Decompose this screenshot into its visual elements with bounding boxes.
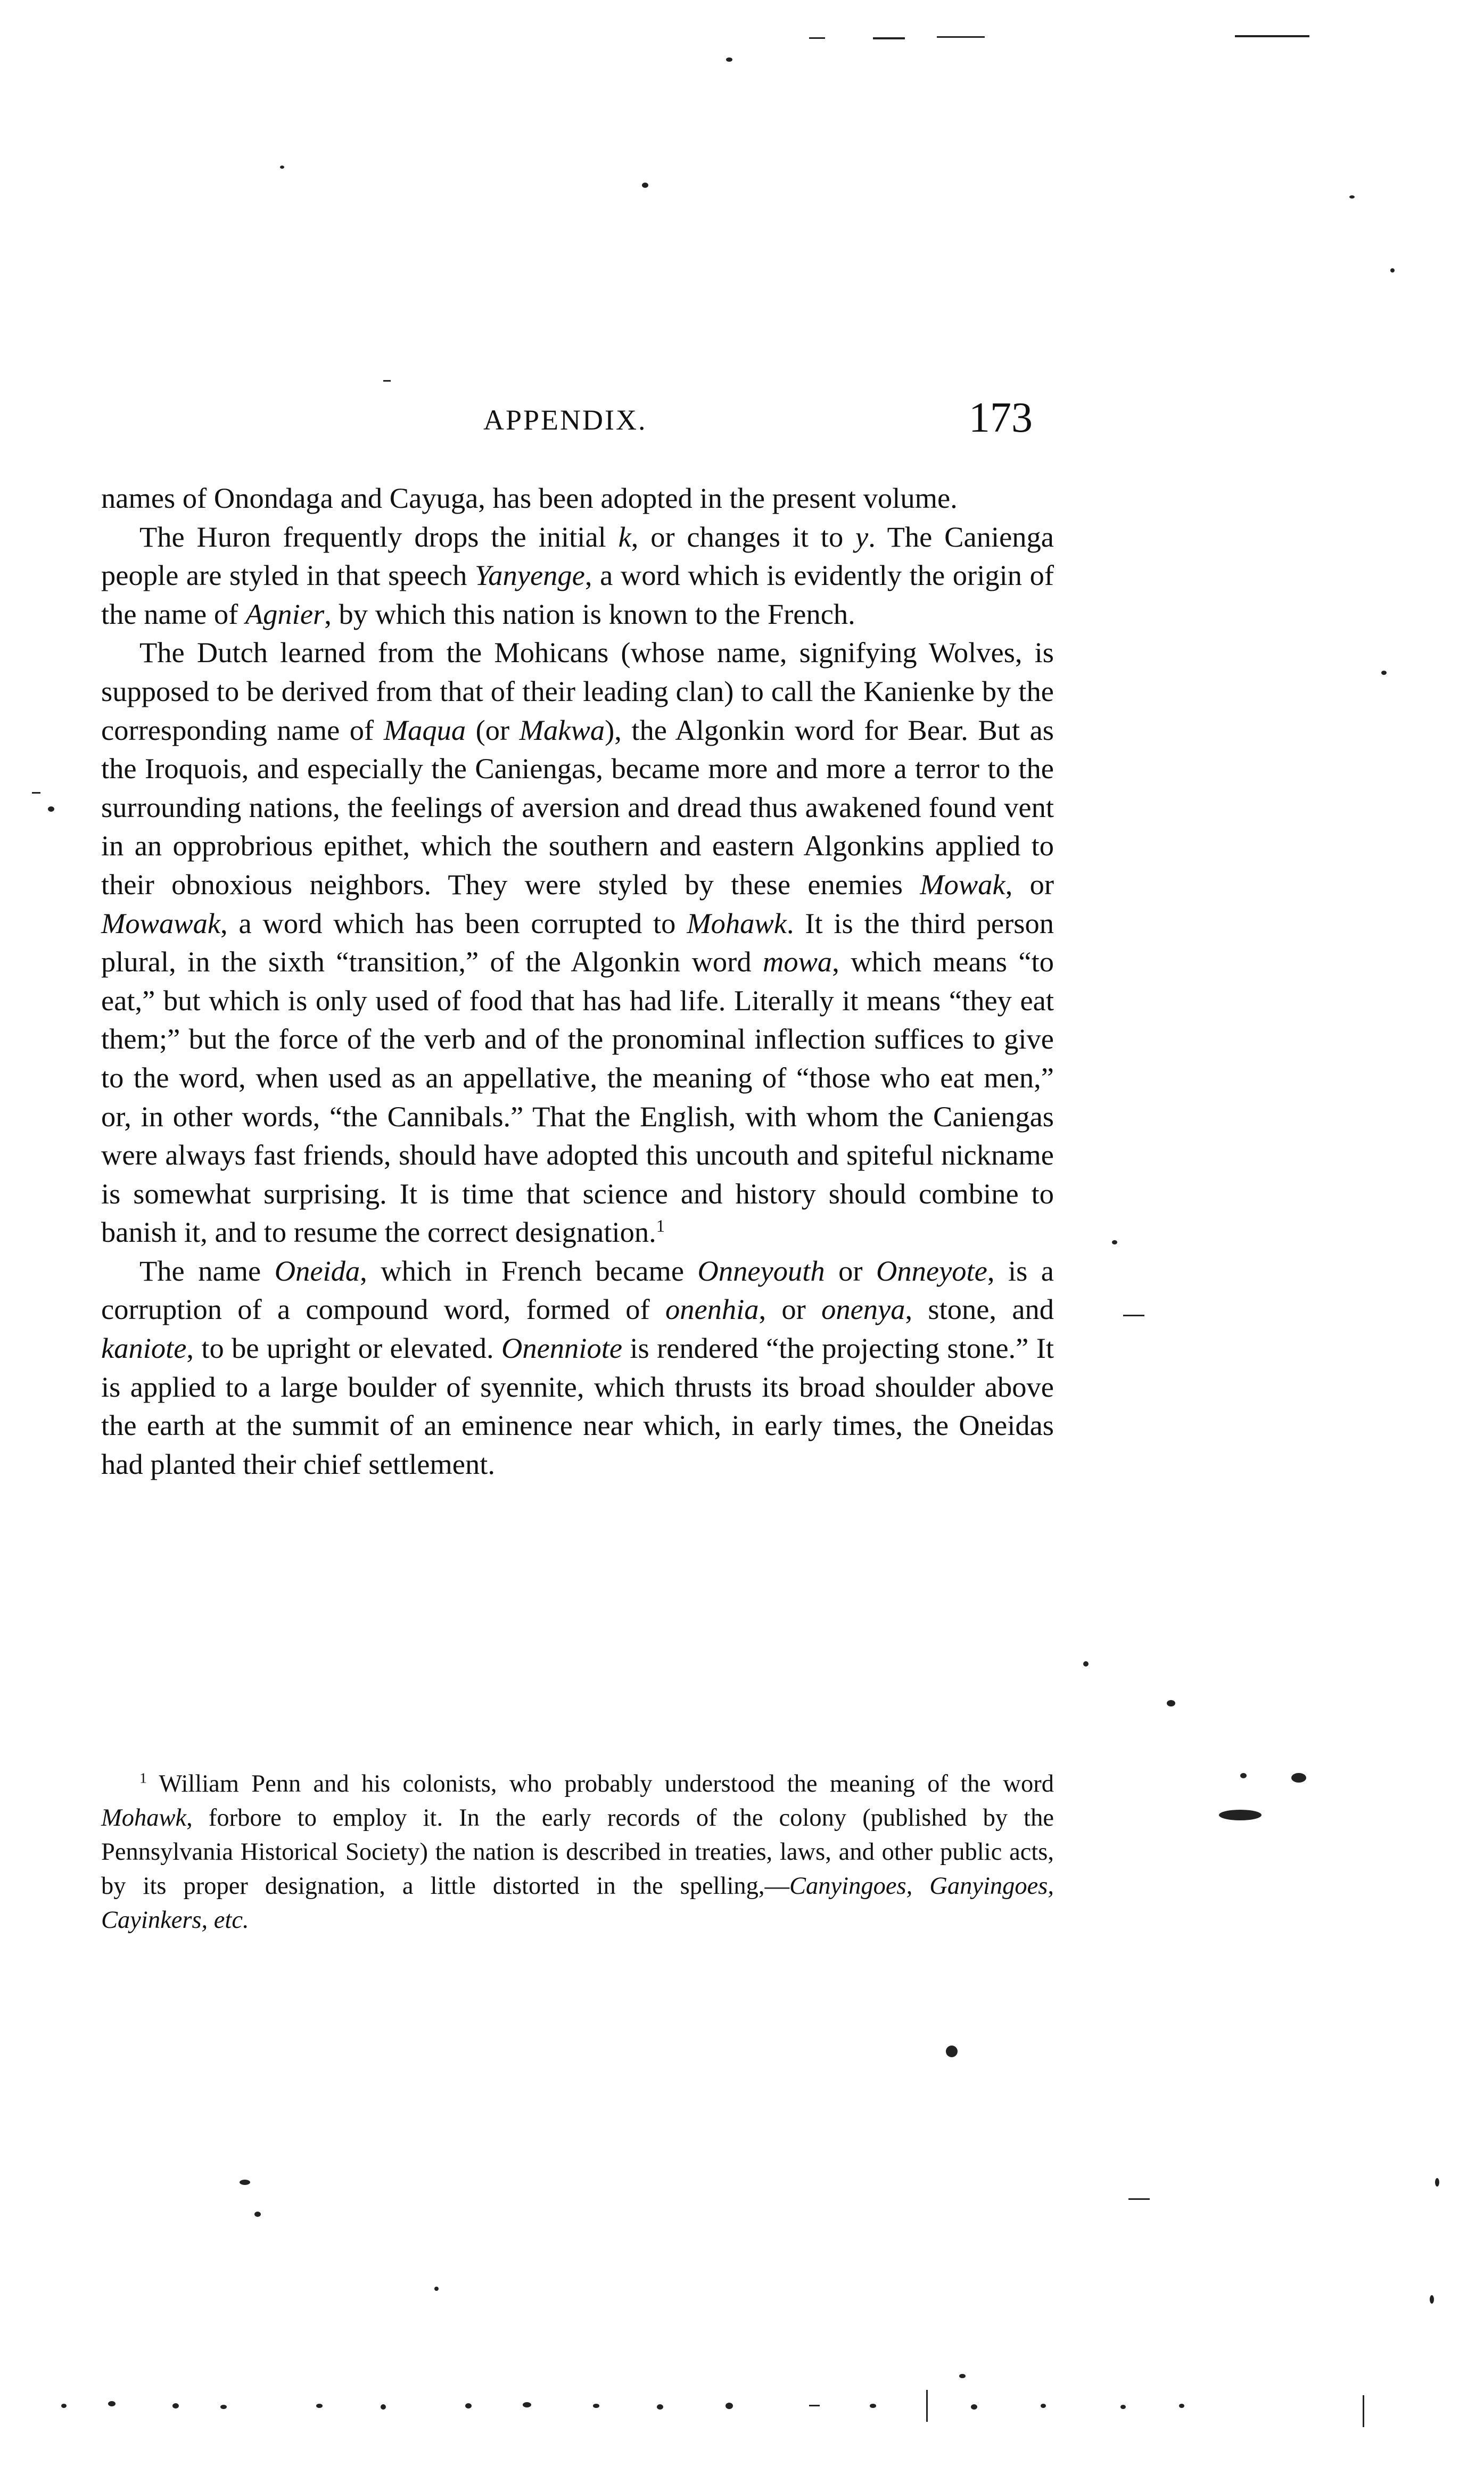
speck (1430, 2295, 1434, 2304)
speck (873, 37, 905, 39)
speck (465, 2403, 472, 2409)
speck (1219, 1810, 1262, 1820)
speck (383, 380, 391, 382)
footnote-mark: 1 (139, 1770, 147, 1787)
text-run: , a word which has been corrupted to (220, 906, 687, 939)
speck (1112, 1240, 1117, 1244)
speck (1291, 1773, 1306, 1783)
speck (1381, 671, 1387, 675)
speck (725, 2403, 733, 2409)
speck (108, 2401, 116, 2406)
speck (1041, 2404, 1046, 2408)
speck (1363, 2395, 1364, 2427)
text-run: , which means “to eat,” but which is only used of food that has had life. Literally it means “they eat them;” but the force of the verb and of the pronominal inflection suffices to give to the word, when used as an appellative, the meaning of “those who eat men,” or, in other words, “the Cannibals.” That the English, with whom the Caniengas were always fast friends, should have adopted this uncouth and spiteful nickname is somewhat surprising. It is time that science and history should combine to banish it, and to resume the correct designation. (101, 945, 1054, 1249)
speck (657, 2404, 663, 2410)
italic-term: Makwa (519, 713, 605, 746)
text-run: William Penn and his colonists, who probably understood the meaning of the word (146, 1770, 1054, 1797)
speck (926, 2390, 928, 2422)
text-run: , or (759, 1293, 822, 1326)
speck (726, 57, 732, 62)
text-run: ), the Algonkin word for Bear. But as the Iroquois, and especially the Caniengas, became more and more a terror to the surrounding nations, the feelings of aversion and dread thus awakened found vent in an opprobrious epithet, which the southern and eastern Algonkins applied to their obnoxious neighbors. They were styled by these enemies (101, 713, 1054, 901)
speck (946, 2046, 958, 2057)
speck (971, 2404, 977, 2410)
italic-term: Mohawk (101, 1804, 187, 1832)
text-run: , or changes it to (631, 520, 855, 553)
speck (870, 2404, 876, 2408)
italic-term: Yanyenge (474, 559, 585, 592)
italic-term: kaniote (101, 1332, 187, 1365)
speck (1349, 195, 1355, 199)
text-run: , stone, and (905, 1293, 1054, 1326)
text-run: , is a corruption of a compound word, formed of (101, 1254, 1054, 1326)
speck (32, 792, 40, 794)
italic-term: mowa (762, 945, 832, 978)
speck (220, 2405, 227, 2409)
paragraph-1-text: names of Onondaga and Cayuga, has been adopted in the present volume. (101, 482, 958, 514)
italic-letter: k (618, 520, 631, 553)
speck (240, 2180, 250, 2185)
speck (172, 2403, 179, 2409)
speck (280, 166, 284, 169)
italic-term: Mowak (920, 868, 1005, 901)
text-run: . It is the third person plural, in the sixth “transition,” of the Algonkin word (101, 906, 1054, 978)
text-run: . The Canienga people are styled in that speech (101, 520, 1054, 592)
speck (1235, 35, 1309, 37)
italic-term: Mohawk (687, 906, 787, 939)
text-run: The Dutch learned from the Mohicans (whose name, signifying Wolves, is supposed to be derived from that of their leading clan) to call the Kanienke by the corresponding name of (101, 636, 1054, 746)
speck (316, 2404, 323, 2408)
text-run: , which in French became (360, 1254, 698, 1287)
italic-term: Onenniote (501, 1332, 623, 1365)
italic-term: onenya (821, 1293, 905, 1326)
speck (1120, 2405, 1126, 2409)
page-number: 173 (969, 394, 1033, 441)
text-run: The name (139, 1254, 275, 1287)
speck (1083, 1661, 1089, 1667)
speck (381, 2404, 386, 2410)
italic-term: Onneyouth (697, 1254, 825, 1287)
text-run: , forbore to employ it. In the early records of the colony (published by the Pennsylvania Historical Society) the nation is described in treaties, laws, and other public acts, by its proper designation, a little distorted in the spelling,— (101, 1804, 1054, 1900)
speck (959, 2374, 966, 2378)
speck (523, 2402, 531, 2407)
speck (809, 37, 825, 39)
speck (937, 36, 985, 38)
speck (48, 806, 54, 812)
italic-letter: y (855, 520, 869, 553)
speck (1390, 268, 1395, 273)
italic-term: onenhia (665, 1293, 759, 1326)
text-run: (or (466, 713, 520, 746)
italic-term: Canyingoes, Ganyingoes, Cayinkers, etc. (101, 1873, 1054, 1934)
text-run: , by which this nation is known to the French. (324, 597, 855, 630)
text-run: , or (1005, 868, 1054, 901)
text-run: The Huron frequently drops the initial (139, 520, 619, 553)
speck (1167, 1700, 1175, 1706)
speck (1179, 2404, 1184, 2408)
speck (593, 2404, 599, 2408)
running-head: APPENDIX. (483, 404, 647, 436)
speck (642, 183, 648, 188)
italic-term: Onneyote (876, 1254, 987, 1287)
text-run: , a word which is evidently the origin of the name of (101, 559, 1054, 630)
speck (809, 2405, 820, 2406)
speck (254, 2212, 261, 2217)
text-run: or (825, 1254, 877, 1287)
text-run: is rendered “the projecting stone.” It is applied to a large boulder of syennite, which thrusts its broad shoulder above the earth at the summit of an eminence near which, in early times, the Oneidas had planted their chief settlement. (101, 1332, 1054, 1480)
speck (434, 2287, 439, 2291)
speck (1123, 1315, 1144, 1316)
italic-term: Maqua (383, 713, 466, 746)
speck (1435, 2178, 1439, 2187)
speck (61, 2404, 67, 2408)
speck (1240, 1773, 1247, 1778)
italic-term: Mowawak (101, 906, 221, 939)
italic-term: Agnier (245, 597, 325, 630)
text-run: , to be upright or elevated. (186, 1332, 501, 1365)
footnote-reference[interactable]: 1 (656, 1217, 665, 1236)
speck (1128, 2198, 1150, 2200)
italic-term: Oneida (274, 1254, 360, 1287)
